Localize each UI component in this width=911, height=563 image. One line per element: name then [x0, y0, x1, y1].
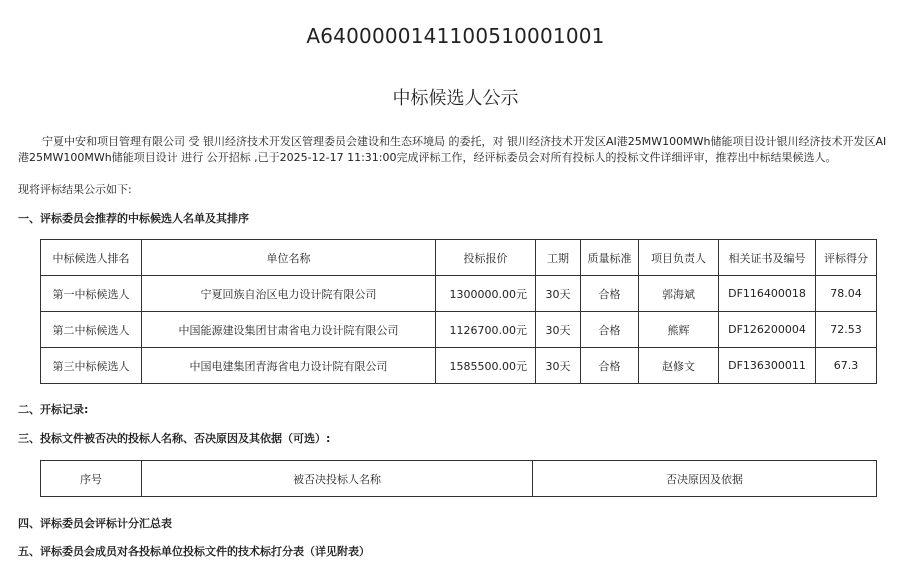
col-header-company: 单位名称 [142, 240, 436, 276]
col-header-duration: 工期 [536, 240, 581, 276]
candidates-table [40, 239, 877, 384]
col-header-score: 评标得分 [816, 240, 877, 276]
cell-manager: 赵修文 [639, 348, 719, 384]
cell-quality: 合格 [581, 348, 639, 384]
cell-manager: 熊辉 [639, 312, 719, 348]
table-row [41, 312, 877, 348]
cell-quality: 合格 [581, 276, 639, 312]
cell-certificate: DF136300011 [719, 348, 816, 384]
cell-rank: 第二中标候选人 [41, 312, 142, 348]
section-1-heading: 一、评标委员会推荐的中标候选人名单及其排序 [18, 212, 249, 225]
col-header-quality: 质量标准 [581, 240, 639, 276]
col-header-manager: 项目负责人 [639, 240, 719, 276]
page-title: 中标候选人公示 [392, 88, 519, 109]
cell-certificate: DF116400018 [719, 276, 816, 312]
table-header-row [41, 240, 877, 276]
section-5-heading: 五、评标委员会成员对各投标单位投标文件的技术标打分表（详见附表） [18, 545, 370, 558]
document-code: A6400000141100510001001 [306, 24, 605, 48]
cell-certificate: DF126200004 [719, 312, 816, 348]
cell-price: 1585500.00元 [436, 348, 536, 384]
cell-duration: 30天 [536, 348, 581, 384]
col-header-price: 投标报价 [436, 240, 536, 276]
table-header-row [41, 461, 877, 497]
cell-company: 中国电建集团青海省电力设计院有限公司 [142, 348, 436, 384]
cell-duration: 30天 [536, 312, 581, 348]
cell-score: 67.3 [816, 348, 877, 384]
cell-price: 1300000.00元 [436, 276, 536, 312]
cell-price: 1126700.00元 [436, 312, 536, 348]
cell-manager: 郭海斌 [639, 276, 719, 312]
intro-paragraph: 宁夏中安和项目管理有限公司 受 银川经济技术开发区管理委员会建设和生态环境局 的委托，对 银川经济技术开发区AI港25MW100MWh储能项目设计银川经济技术开发区AI港25MW100MWh储能项目设计 进行 公开招标 ,已于2025-12-17 11:31:00完成评标工作，经评标委员会对所有投标人的投标文件详细评审，推荐出中标结果候选人。 [18, 135, 887, 164]
col-header-rank: 中标候选人排名 [41, 240, 142, 276]
section-3-heading: 三、投标文件被否决的投标人名称、否决原因及其依据（可选）: [18, 432, 331, 445]
cell-rank: 第一中标候选人 [41, 276, 142, 312]
cell-score: 72.53 [816, 312, 877, 348]
cell-rank: 第三中标候选人 [41, 348, 142, 384]
section-2-heading: 二、开标记录: [18, 403, 89, 416]
col-header-index: 序号 [41, 461, 142, 497]
section-4-heading: 四、评标委员会评标计分汇总表 [18, 517, 172, 530]
announce-text: 现将评标结果公示如下: [18, 183, 132, 196]
cell-quality: 合格 [581, 312, 639, 348]
col-header-certificate: 相关证书及编号 [719, 240, 816, 276]
cell-duration: 30天 [536, 276, 581, 312]
cell-company: 宁夏回族自治区电力设计院有限公司 [142, 276, 436, 312]
col-header-reject-reason: 否决原因及依据 [533, 461, 877, 497]
cell-score: 78.04 [816, 276, 877, 312]
cell-company: 中国能源建设集团甘肃省电力设计院有限公司 [142, 312, 436, 348]
table-row [41, 276, 877, 312]
col-header-rejected-name: 被否决投标人名称 [142, 461, 533, 497]
rejected-bidders-table [40, 460, 877, 497]
table-row [41, 348, 877, 384]
